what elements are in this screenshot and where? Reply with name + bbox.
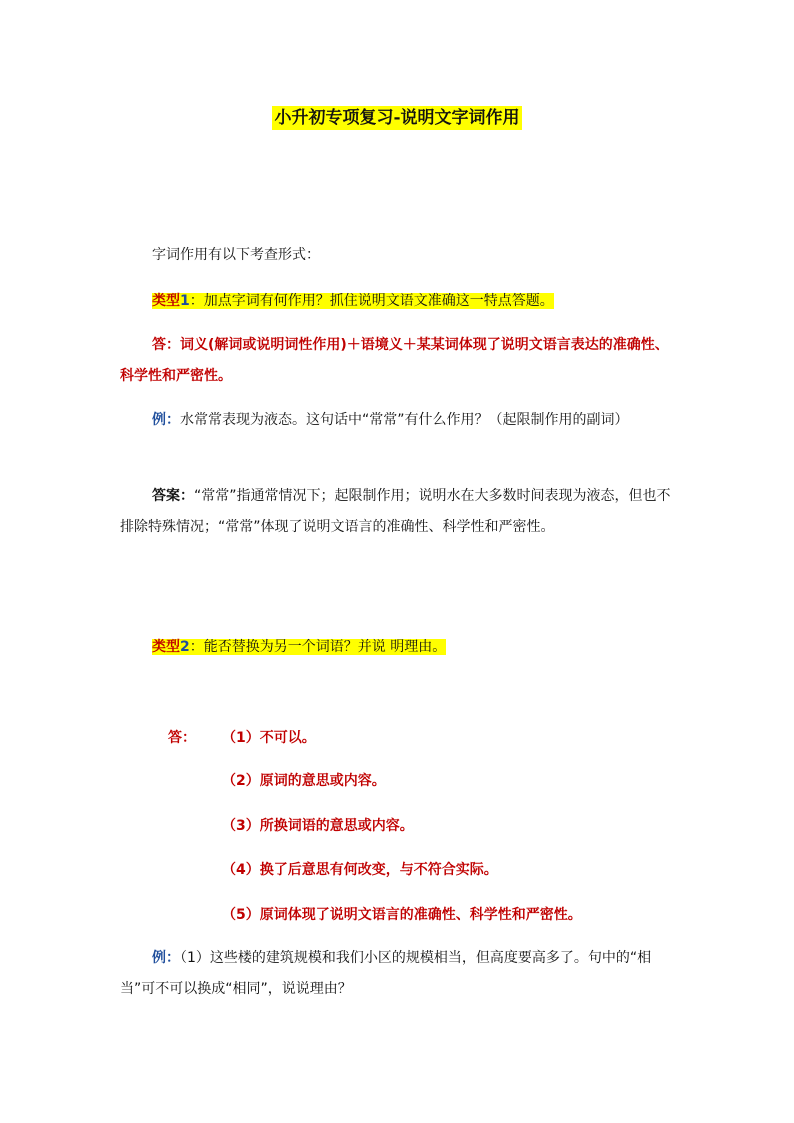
type1-key-text: “常常”指通常情况下；起限制作用；说明水在大多数时间表现为液态，但也不排除特殊情况；“常常”体现了说明文语言的准确性、科学性和严密性。 [120,488,671,535]
type2-answer-item-3: （3）所换词语的意思或内容。 [222,818,414,834]
type2-answer-item-1: （1）不可以。 [222,730,316,746]
type1-example-label: 例： [152,412,180,428]
type2-answer-item-2: （2）原词的意思或内容。 [222,773,386,789]
type2-text: ：能否替换为另一个词语？并说 明理由。 [189,639,447,655]
type1-answer-label: 答： [152,337,180,353]
type2-example-label: 例： [152,950,180,966]
type1-key [120,481,680,543]
type1-number: 1 [180,293,190,309]
type1-key-label: 答案： [152,488,194,504]
type2-example-text: （1）这些楼的建筑规模和我们小区的规模相当，但高度要高多了。句中的“相当”可不可以换成“相同”，说说理由？ [120,950,652,997]
type2-answer-item-4: （4）换了后意思有何改变，与不符合实际。 [222,862,498,878]
type1-label: 类型 [152,293,180,309]
type2-label: 类型 [152,639,180,655]
type2-answer-label: 答： [168,730,196,746]
type2-heading [120,632,680,663]
type1-example-text: 水常常表现为液态。这句话中“常常”有什么作用？（起限制作用的副词） [180,412,629,428]
type2-number: 2 [180,639,190,655]
type1-answer [120,330,680,392]
type1-answer-text: 词义(解词或说明词性作用)＋语境义＋某某词体现了说明文语言表达的准确性、科学性和严密性。 [120,337,669,384]
type1-text: ：加点字词有何作用？抓住说明文语文准确这一特点答题。 [189,293,554,309]
type1-example [120,405,680,436]
type1-heading [120,286,680,317]
document-title [0,103,794,128]
title-text: 小升初专项复习-说明文字词作用 [274,108,520,128]
intro-line: 字词作用有以下考查形式： [152,247,320,263]
type2-example [120,943,680,1005]
type2-answer-item-5: （5）原词体现了说明文语言的准确性、科学性和严密性。 [222,907,582,923]
